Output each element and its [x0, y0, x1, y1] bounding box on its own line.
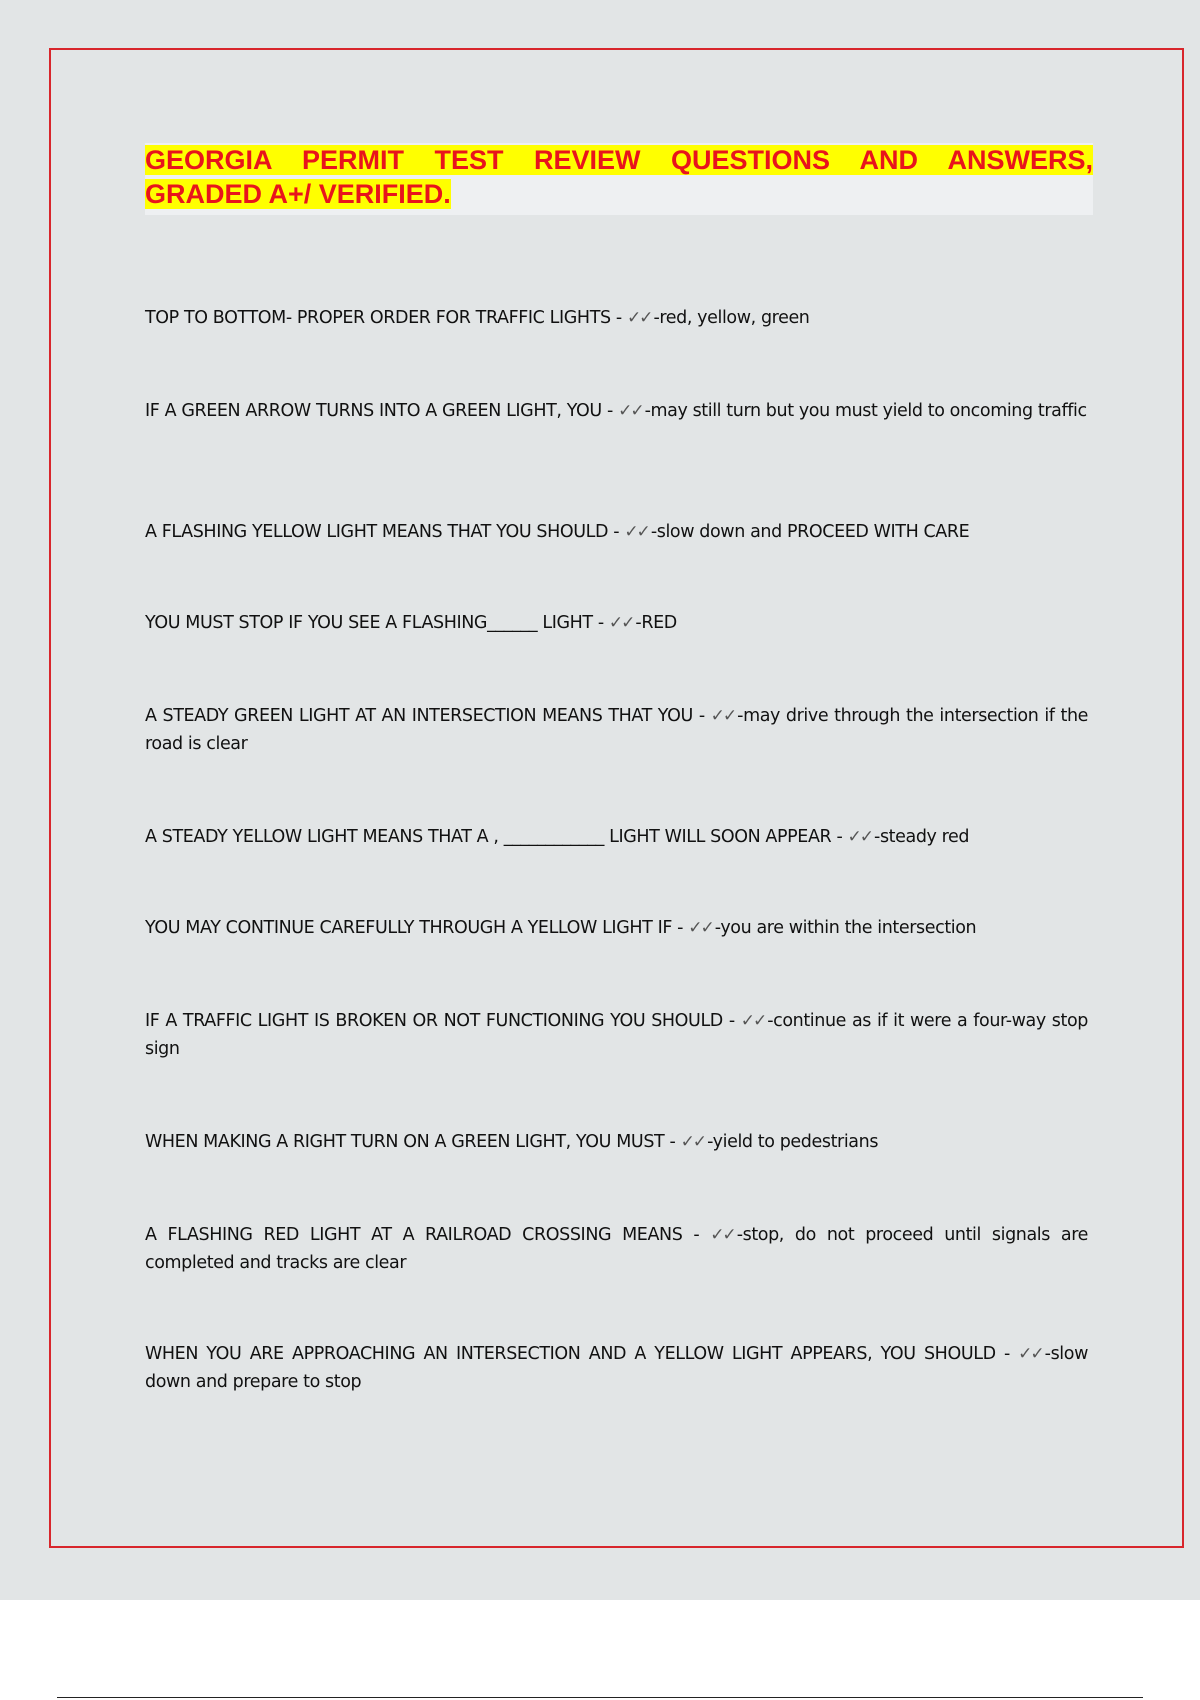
question-text: A FLASHING YELLOW LIGHT MEANS THAT YOU SHOULD -: [145, 522, 625, 542]
page-border-frame: [49, 48, 1184, 1548]
double-check-icon: ✓✓: [710, 706, 736, 726]
qa-item: [145, 518, 1088, 546]
question-text: WHEN YOU ARE APPROACHING AN INTERSECTION AND A YELLOW LIGHT APPEARS, YOU SHOULD -: [145, 1344, 1019, 1364]
double-check-icon: ✓✓: [624, 522, 649, 542]
question-text: A STEADY GREEN LIGHT AT AN INTERSECTION MEANS THAT YOU -: [145, 706, 711, 726]
answer-text: -slow down and prepare to stop: [145, 1344, 1088, 1392]
double-check-icon: ✓✓: [688, 918, 713, 938]
double-check-icon: ✓✓: [608, 613, 634, 633]
answer-text: -may still turn but you must yield to oncoming traffic: [644, 401, 1087, 421]
title-line-1: [145, 143, 1093, 177]
question-text: WHEN MAKING A RIGHT TURN ON A GREEN LIGHT, YOU MUST -: [145, 1132, 681, 1152]
qa-item: [145, 823, 1088, 851]
double-check-icon: ✓✓: [1018, 1344, 1043, 1364]
double-check-icon: ✓✓: [626, 308, 652, 328]
question-text: YOU MUST STOP IF YOU SEE A FLASHING______ LIGHT -: [145, 613, 609, 633]
answer-text: -continue as if it were a four-way stop sign: [145, 1011, 1088, 1059]
qa-item: [145, 1007, 1088, 1063]
qa-item: [145, 1221, 1088, 1277]
qa-item: [145, 609, 1088, 637]
question-text: TOP TO BOTTOM- PROPER ORDER FOR TRAFFIC LIGHTS -: [145, 308, 627, 328]
double-check-icon: ✓✓: [740, 1011, 766, 1031]
double-check-icon: ✓✓: [847, 827, 873, 847]
double-check-icon: ✓✓: [680, 1132, 706, 1152]
question-text: IF A GREEN ARROW TURNS INTO A GREEN LIGHT, YOU -: [145, 401, 619, 421]
answer-text: -slow down and PROCEED WITH CARE: [650, 522, 970, 542]
question-text: A STEADY YELLOW LIGHT MEANS THAT A , ____________ LIGHT WILL SOON APPEAR -: [145, 827, 848, 847]
qa-item: [145, 914, 1088, 942]
qa-item: [145, 397, 1088, 425]
answer-text: -RED: [635, 613, 677, 633]
double-check-icon: ✓✓: [710, 1225, 735, 1245]
qa-item: [145, 1340, 1088, 1396]
title-line-2: [145, 177, 1093, 211]
answer-text: -yield to pedestrians: [707, 1132, 879, 1152]
answer-text: -red, yellow, green: [653, 308, 810, 328]
question-text: YOU MAY CONTINUE CAREFULLY THROUGH A YELLOW LIGHT IF -: [145, 918, 689, 938]
answer-text: -may drive through the intersection if the road is clear: [145, 706, 1089, 754]
qa-item: [145, 1128, 1088, 1156]
answer-text: -stop, do not proceed until signals are completed and tracks are clear: [145, 1225, 1089, 1273]
footer-divider: [57, 1697, 1143, 1698]
answer-text: -steady red: [874, 827, 970, 847]
title-block: [145, 143, 1093, 215]
qa-item: [145, 702, 1088, 758]
title-line-2-text: GRADED A+/ VERIFIED.: [145, 179, 451, 209]
document-title: [145, 143, 1093, 211]
qa-item: [145, 304, 1088, 332]
answer-text: -you are within the intersection: [714, 918, 977, 938]
title-line-1-text: GEORGIA PERMIT TEST REVIEW QUESTIONS AND ANSWERS,: [145, 145, 1093, 175]
double-check-icon: ✓✓: [618, 401, 643, 421]
question-text: A FLASHING RED LIGHT AT A RAILROAD CROSSING MEANS -: [145, 1225, 711, 1245]
question-text: IF A TRAFFIC LIGHT IS BROKEN OR NOT FUNCTIONING YOU SHOULD -: [145, 1011, 741, 1031]
